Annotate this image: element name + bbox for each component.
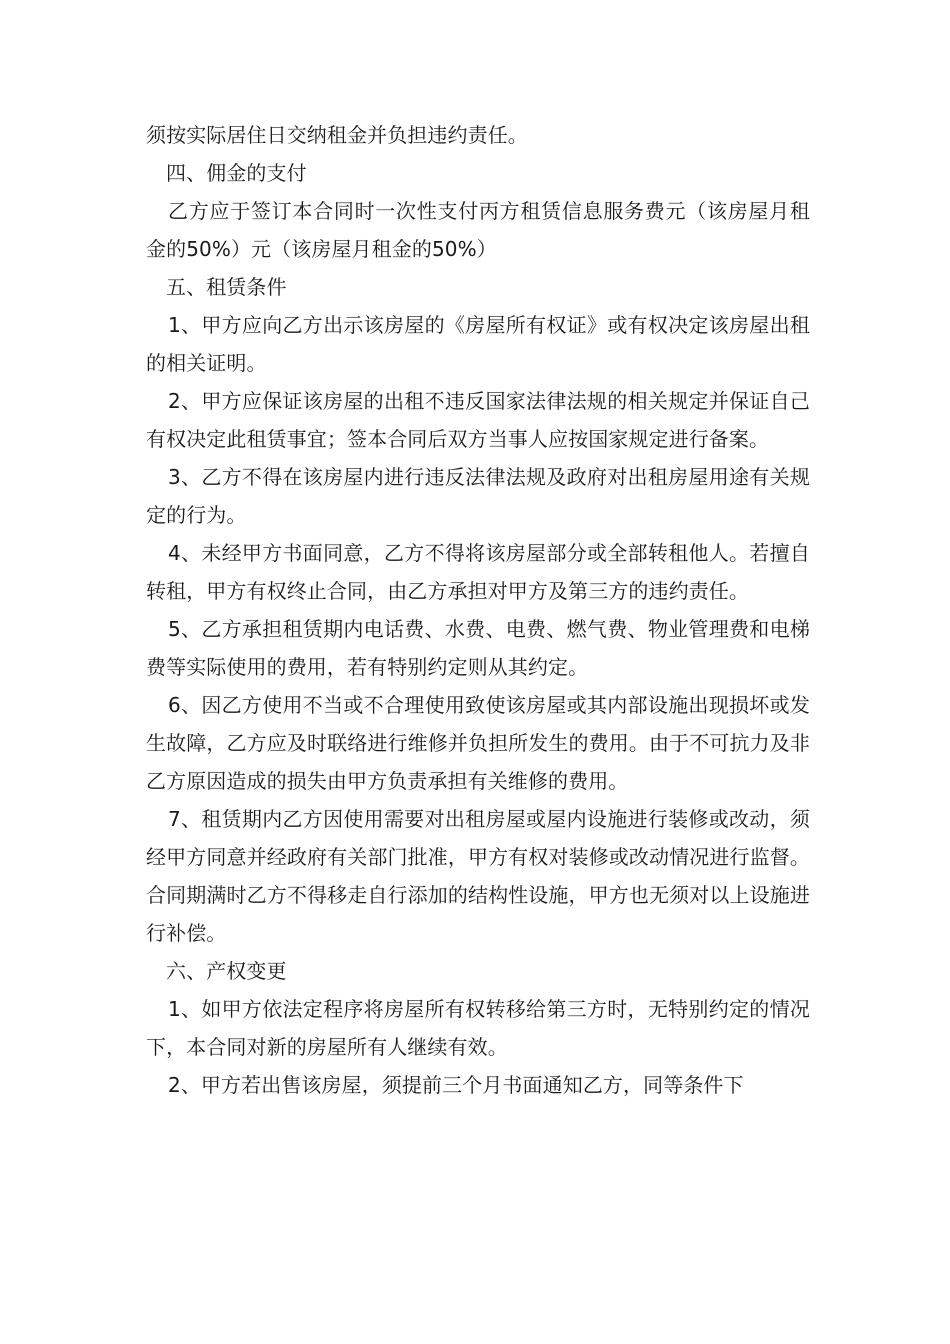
clause-2: 2、甲方应保证该房屋的出租不违反国家法律法规的相关规定并保证自己有权决定此租赁事宜；签本合同后双方当事人应按国家规定进行备案。 [146, 389, 810, 451]
clause-4: 4、未经甲方书面同意，乙方不得将该房屋部分或全部转租他人。若擅自转租，甲方有权终止合同，由乙方承担对甲方及第三方的违约责任。 [146, 541, 810, 603]
property-clause-1: 1、如甲方依法定程序将房屋所有权转移给第三方时，无特别约定的情况下，本合同对新的房屋所有人继续有效。 [146, 997, 810, 1059]
document-body [146, 116, 810, 1104]
section-heading-commission: 四、佣金的支付 [166, 161, 307, 185]
clause-1: 1、甲方应向乙方出示该房屋的《房屋所有权证》或有权决定该房屋出租的相关证明。 [146, 313, 810, 375]
section-heading-lease-conditions: 五、租赁条件 [166, 275, 287, 299]
section-heading-property-change: 六、产权变更 [166, 959, 287, 983]
clause-7: 7、租赁期内乙方因使用需要对出租房屋或屋内设施进行装修或改动，须经甲方同意并经政府有关部门批准，甲方有权对装修或改动情况进行监督。合同期满时乙方不得移走自行添加的结构性设施，甲方也无须对以上设施进行补偿。 [146, 807, 810, 945]
clause-5: 5、乙方承担租赁期内电话费、水费、电费、燃气费、物业管理费和电梯费等实际使用的费用，若有特别约定则从其约定。 [146, 617, 810, 679]
clause-6: 6、因乙方使用不当或不合理使用致使该房屋或其内部设施出现损坏或发生故障，乙方应及时联络进行维修并负担所发生的费用。由于不可抗力及非乙方原因造成的损失由甲方负责承担有关维修的费用。 [146, 693, 810, 793]
paragraph-continuation: 须按实际居住日交纳租金并负担违约责任。 [146, 123, 528, 147]
paragraph-commission: 乙方应于签订本合同时一次性支付丙方租赁信息服务费元（该房屋月租金的50%）元（该房屋月租金的50%） [146, 199, 810, 261]
property-clause-2: 2、甲方若出售该房屋，须提前三个月书面通知乙方，同等条件下 [168, 1073, 744, 1097]
clause-3: 3、乙方不得在该房屋内进行违反法律法规及政府对出租房屋用途有关规定的行为。 [146, 465, 810, 527]
